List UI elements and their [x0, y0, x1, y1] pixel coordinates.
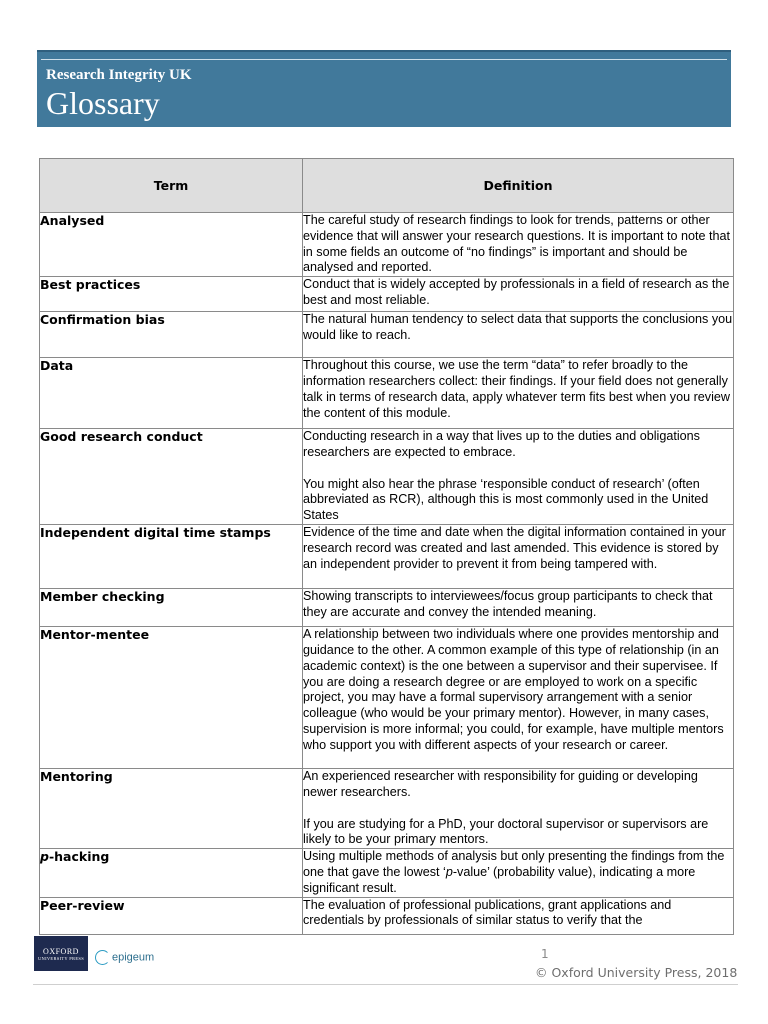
header-rule	[41, 59, 727, 60]
copyright-notice: © Oxford University Press, 2018	[535, 965, 738, 980]
table-row	[40, 429, 734, 525]
term-italic-part: p	[40, 849, 49, 865]
definition-text: If you are studying for a PhD, your doctoral supervisor or supervisors are likely to be your primary mentors.	[303, 816, 709, 847]
definition-cell	[303, 312, 734, 358]
term-cell: Analysed	[40, 213, 303, 277]
definition-part: -value’ (probability value), indicating a more significant result.	[303, 864, 696, 895]
table-row	[40, 769, 734, 849]
table-row	[40, 589, 734, 627]
column-header-term: Term	[40, 159, 303, 213]
definition-text: Showing transcripts to interviewees/focus group participants to check that they are accurate and convey the intended meaning.	[303, 589, 713, 619]
table-row	[40, 897, 734, 934]
term-cell: Best practices	[40, 277, 303, 312]
glossary-table	[39, 158, 734, 935]
document-header	[37, 50, 731, 127]
definition-text: Conducting research in a way that lives up to the duties and obligations researchers are expected to embrace.	[303, 429, 700, 459]
definition-text	[303, 849, 733, 896]
term-text-part: -hacking	[48, 849, 110, 865]
definition-cell	[303, 525, 734, 589]
page-number: 1	[541, 947, 549, 961]
term-cell: Confirmation bias	[40, 312, 303, 358]
definition-cell	[303, 589, 734, 627]
definition-part: Using multiple methods of analysis but only presenting the findings from the one that gave the lowest ‘	[303, 849, 725, 879]
definition-text: Evidence of the time and date when the digital information contained in your research record was created and last amended. This evidence is stored by an independent provider to prevent it from being tampered with.	[303, 525, 726, 571]
oxford-university-press-logo	[34, 936, 88, 971]
term-cell: Mentoring	[40, 769, 303, 849]
term-cell: Good research conduct	[40, 429, 303, 525]
definition-cell	[303, 627, 734, 769]
header-org: Research Integrity UK	[46, 67, 192, 83]
term-cell: Member checking	[40, 589, 303, 627]
term-cell: Peer-review	[40, 897, 303, 934]
page-title: Glossary	[46, 85, 160, 121]
definition-text: An experienced researcher with responsibility for guiding or developing newer researchers.	[303, 769, 698, 799]
logo-press-text: UNIVERSITY PRESS	[37, 956, 84, 961]
definition-text: You might also hear the phrase ‘responsible conduct of research’ (often abbreviated as RCR), although this is most commonly used in the United States	[303, 476, 709, 523]
definition-text: A relationship between two individuals where one provides mentorship and guidance to the other. A common example of this type of relationship (in an academic context) is the one between a supervisor and their supervisee. If you are doing a research degree or are employed to work on a specific project, you may have a formal supervisory arrangement with a senior colleague (who would be your primary mentor). However, in many cases, supervision is more informal; you could, for example, have multiple mentors who support you with different aspects of your research or career.	[303, 627, 724, 752]
definition-text: The evaluation of professional publications, grant applications and credentials by professionals of similar status to verify that the	[303, 897, 672, 928]
definition-text: The careful study of research findings to look for trends, patterns or other evidence that will answer your research questions. It is important to note that in some fields an outcome of “no findings” is important and should be analysed and reported.	[303, 213, 731, 275]
table-row	[40, 849, 734, 897]
logo-oxford-text: OXFORD	[43, 947, 79, 956]
term-cell: Mentor-mentee	[40, 627, 303, 769]
definition-text: Conduct that is widely accepted by professionals in a field of research as the best and most reliable.	[303, 277, 730, 307]
term-cell: Data	[40, 358, 303, 429]
column-header-definition: Definition	[303, 159, 734, 213]
epigeum-text: epigeum	[112, 951, 155, 964]
table-row	[40, 627, 734, 769]
definition-cell	[303, 849, 734, 897]
term-cell	[40, 849, 303, 897]
epigeum-icon	[95, 950, 110, 965]
table-row	[40, 525, 734, 589]
table-row	[40, 358, 734, 429]
table-row	[40, 213, 734, 277]
definition-text: The natural human tendency to select data that supports the conclusions you would like to reach.	[303, 312, 733, 342]
table-row	[40, 277, 734, 312]
definition-cell	[303, 213, 734, 277]
definition-italic-part: p	[445, 864, 453, 879]
footer-rule	[33, 984, 738, 985]
definition-cell	[303, 769, 734, 849]
definition-cell	[303, 897, 734, 934]
epigeum-logo	[95, 950, 154, 968]
definition-cell	[303, 277, 734, 312]
table-header-row	[40, 159, 734, 213]
definition-cell	[303, 429, 734, 525]
table-row	[40, 312, 734, 358]
definition-text: Throughout this course, we use the term “data” to refer broadly to the information researchers collect: their findings. If your field does not generally talk in terms of research data, apply whatever term fits best when you review the content of this module.	[303, 358, 730, 420]
definition-cell	[303, 358, 734, 429]
term-cell: Independent digital time stamps	[40, 525, 303, 589]
